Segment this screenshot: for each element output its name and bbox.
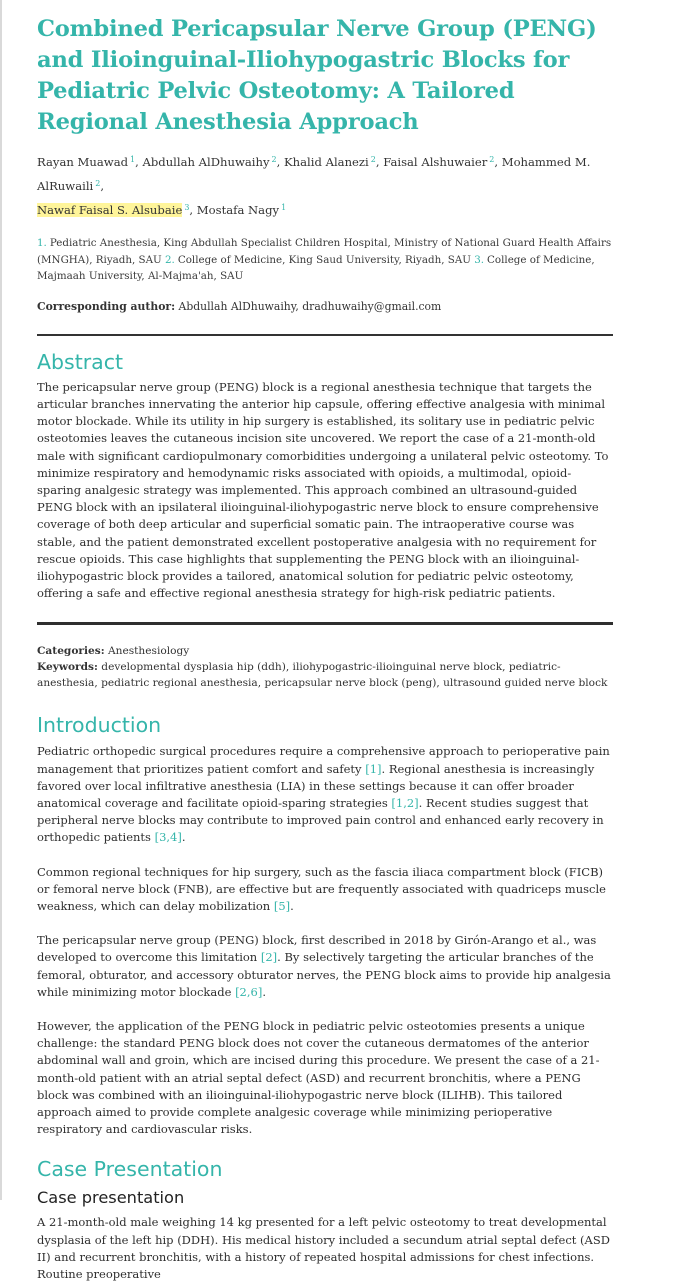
introduction-paragraph [37, 932, 613, 1001]
author-affiliation-marker[interactable]: 3 [184, 203, 190, 212]
keywords-line [37, 659, 613, 691]
paragraph-text: . Regional anesthesia is increasingly favored over local infiltrative anesthesia (LIA) in these settings because it can offer broader anatomical coverage and facilitate opioid-sparing strategies [37, 761, 595, 811]
introduction-section [37, 712, 613, 1138]
citation-link[interactable]: [1] [365, 761, 382, 776]
affiliation-number: 1. [37, 237, 47, 249]
author-affiliation-marker[interactable]: 2 [489, 155, 495, 164]
paragraph-text: Common regional techniques for hip surgery, such as the fascia iliaca compartment block (FICB) or femoral nerve block (FNB), are effective but are frequently associated with quadriceps muscle weakness, which can delay mobilization [37, 864, 606, 914]
affiliation-number: 2. [165, 253, 175, 266]
affiliation-number: 3. [474, 253, 485, 266]
categories-label: Categories: [37, 645, 105, 658]
section-divider [37, 334, 613, 336]
case-presentation-paragraph: A 21-month-old male weighing 14 kg presented for a left pelvic osteotomy to treat developmental dysplasia of the left hip (DDH). His medical history included a secundum atrial septal defect (ASD II) and recurrent bronchitis, with a history of repeated hospital admissions for chest infections. Routine preoperative [37, 1215, 610, 1282]
author-name[interactable]: Khalid Alanezi [284, 155, 369, 169]
introduction-paragraph: However, the application of the PENG block in pediatric pelvic osteotomies presents a unique challenge: the standard PENG block does not cover the cutaneous dermatomes of the anterior abdominal wall and groin, which are incised during this procedure. We present the case of a 21-month-old patient with an atrial septal defect (ASD) and recurrent bronchitis, where a PENG block was combined with an ilioinguinal-iliohypogastric nerve block (ILIHB). This tailored approach aimed to provide complete analgesic coverage while minimizing perioperative respiratory and cardiovascular risks. [37, 1019, 600, 1137]
author-affiliation-marker[interactable]: 2 [271, 155, 277, 164]
introduction-heading: Introduction [37, 713, 162, 738]
case-presentation-heading: Case Presentation [37, 1157, 223, 1182]
keywords-label: Keywords: [37, 661, 98, 674]
author-name[interactable]: Mohammed M. AlRuwaili [37, 155, 591, 193]
citation-link[interactable]: [2] [260, 950, 278, 965]
paragraph-text: Pediatric orthopedic surgical procedures require a comprehensive approach to perioperative pain management that prioritizes patient comfort and safety [37, 744, 610, 776]
abstract-heading: Abstract [37, 349, 124, 374]
citation-link[interactable]: [5] [273, 899, 291, 914]
page-left-edge [0, 0, 2, 1200]
corresponding-author [37, 299, 613, 315]
affiliation-text: Pediatric Anesthesia, King Abdullah Specialist Children Hospital, Ministry of National Guard Health Affairs (MNGHA), Riyadh, SAU [37, 237, 612, 266]
author-affiliation-marker[interactable]: 1 [281, 203, 287, 212]
corresponding-author-contact[interactable]: Abdullah AlDhuwaihy, dradhuwaihy@gmail.com [178, 299, 442, 313]
paragraph-text: . [181, 830, 186, 845]
affiliation-text: College of Medicine, Majmaah University, Al-Majma'ah, SAU [37, 253, 595, 283]
article-content [37, 0, 613, 1283]
author-name[interactable]: Rayan Muawad [37, 155, 129, 169]
paragraph-text: . [290, 899, 294, 914]
citation-link[interactable]: [3,4] [154, 830, 182, 845]
abstract-section [37, 349, 613, 603]
affiliations [37, 235, 613, 285]
paragraph-text: . Recent studies suggest that peripheral nerve blocks may contribute to improved pain control and enhanced early recovery in orthopedic patients [37, 796, 604, 845]
author-name[interactable]: Abdullah AlDhuwaihy [142, 155, 270, 169]
affiliation-text: College of Medicine, King Saud University, Riyadh, SAU [177, 253, 471, 266]
citation-link[interactable]: [2,6] [235, 984, 263, 999]
paragraph-text: . [262, 984, 266, 999]
author-affiliation-marker[interactable]: 1 [130, 155, 136, 164]
author-list: Rayan Muawad $^1$, Abdullah AlDhuwaihy $^2$, Khalid Alanezi $^2$, Faisal Alshuwaier $^2$, Mohammed M. AlRuwaili $^2$, Nawaf Faisal S. Alsubaie $^3$, Mostafa Nagy $^1$ [37, 155, 591, 217]
author-affiliation-marker[interactable]: 2 [95, 179, 101, 188]
categories-value[interactable]: Anesthesiology [108, 645, 190, 658]
case-presentation-section [37, 1156, 613, 1283]
article-title: Combined Pericapsular Nerve Group (PENG) and Ilioinguinal-Iliohypogastric Blocks for Pediatric Pelvic Osteotomy: A Tailored Regional Anesthesia Approach [37, 16, 597, 135]
section-divider [37, 622, 613, 625]
author-name[interactable]: Faisal Alshuwaier [383, 155, 488, 169]
author-name-highlighted[interactable]: Nawaf Faisal S. Alsubaie [37, 203, 183, 217]
keywords-value[interactable]: developmental dysplasia hip (ddh), iliohypogastric-ilioinguinal nerve block, pediatric-anesthesia, pediatric regional anesthesia, pericapsular nerve block (peng), ultrasound guided nerve block [37, 661, 608, 690]
author-name[interactable]: Mostafa Nagy [196, 203, 280, 217]
introduction-paragraph [37, 743, 613, 846]
abstract-text: The pericapsular nerve group (PENG) block is a regional anesthesia technique that targets the articular branches innervating the anterior hip capsule, offering effective analgesia with minimal motor blockade. While its utility in hip surgery is established, its solitary use in pediatric pelvic osteotomies leaves the cutaneous incision site uncovered. We report the case of a 21-month-old male with significant cardiopulmonary comorbidities undergoing a unilateral pelvic osteotomy. To minimize respiratory and hemodynamic risks associated with opioids, a multimodal, opioid-sparing analgesic strategy was implemented. This approach combined an ultrasound-guided PENG block with an ipsilateral ilioinguinal-iliohypogastric nerve block to ensure comprehensive coverage of both deep articular and superficial somatic pain. The intraoperative course was stable, and the patient demonstrated excellent postoperative analgesia with no requirement for rescue opioids. This case highlights that supplementing the PENG block with an ilioinguinal-iliohypogastric block provides a tailored, anatomical solution for pediatric pelvic osteotomy, offering a safe and effective regional anesthesia strategy for high-risk pediatric patients. [37, 379, 609, 601]
paragraph-text: . By selectively targeting the articular branches of the femoral, obturator, and accessory obturator nerves, the PENG block aims to provide hip analgesia while minimizing motor blockade [37, 950, 611, 999]
categories-line [37, 643, 613, 659]
paragraph-text: The pericapsular nerve group (PENG) block, first described in 2018 by Girón-Arango et al., was developed to overcome this limitation [37, 933, 597, 965]
citation-link[interactable]: [1,2] [391, 796, 419, 811]
author-affiliation-marker[interactable]: 2 [370, 155, 376, 164]
case-presentation-subheading: Case presentation [37, 1188, 185, 1208]
introduction-paragraph [37, 864, 613, 916]
corresponding-author-label: Corresponding author: [37, 299, 176, 313]
